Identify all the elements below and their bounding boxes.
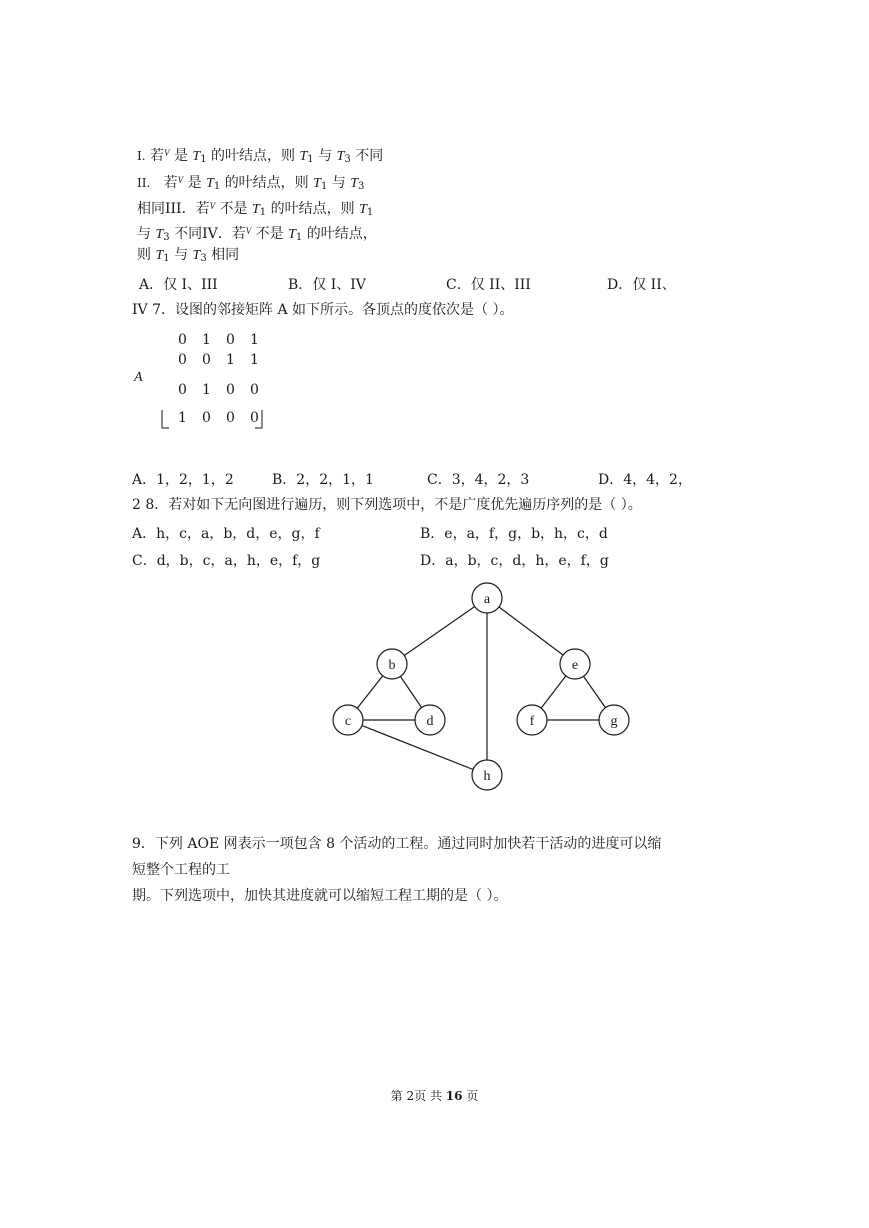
graph-node-c bbox=[333, 705, 363, 735]
q7-option-b: B．2，2，1，1 bbox=[272, 472, 374, 488]
matrix-row: 0 0 1 1 bbox=[178, 352, 259, 368]
q6-option-c: C．仅 II、III bbox=[446, 277, 531, 293]
graph-node-label: d bbox=[426, 714, 434, 729]
q8-question: 2 8．若对如下无向图进行遍历，则下列选项中，不是广度优先遍历序列的是（ ）。 bbox=[132, 497, 642, 513]
q6-option-a: A．仅 I、III bbox=[139, 277, 218, 293]
graph-edge-a-b bbox=[392, 598, 487, 664]
q7-option-d: D．4，4，2， bbox=[598, 472, 692, 488]
graph-node-label: a bbox=[483, 592, 491, 607]
graph-node-label: g bbox=[610, 714, 618, 729]
q9-line-2: 短整个工程的工 bbox=[132, 862, 230, 878]
graph-node-a bbox=[472, 583, 502, 613]
graph-node-label: f bbox=[529, 714, 535, 729]
graph-node-label: e bbox=[571, 658, 579, 673]
q7-option-a: A．1，2，1，2 bbox=[132, 472, 234, 488]
q6-statement-4: 与 $T_3$ 不同IV．若$^V$ 不是 $T_1$ 的叶结点， bbox=[137, 226, 377, 243]
q9-line-1: 9．下列 AOE 网表示一项包含 8 个活动的工程。通过同时加快若干活动的进度可以缩 bbox=[132, 836, 662, 852]
matrix-row: 1 0 0 0 bbox=[178, 410, 259, 426]
graph-node-label: c bbox=[344, 714, 352, 729]
graph-node-e bbox=[560, 649, 590, 679]
q6-statement-2: II. 若$^V$ 是 $T_1$ 的叶结点，则 $T_1$ 与 $T_3$ bbox=[137, 175, 365, 192]
q8-option-c: C．d，b，c，a，h，e，f，g bbox=[132, 553, 321, 569]
undirected-graph bbox=[300, 578, 660, 798]
graph-node-g bbox=[599, 705, 629, 735]
q9-line-3: 期。下列选项中，加快其进度就可以缩短工程工期的是（ ）。 bbox=[132, 888, 508, 904]
q6-option-b: B．仅 I、IV bbox=[288, 277, 366, 293]
q6-statement-1: I. 若$^V$ 是 $T_1$ 的叶结点，则 $T_1$ 与 $T_3$ 不同 bbox=[137, 148, 384, 165]
page-footer: 第 2页 共 16 页 bbox=[390, 1089, 479, 1103]
matrix-bracket-right bbox=[254, 410, 264, 430]
matrix-row: 0 1 0 0 bbox=[178, 382, 259, 398]
q6-statement-5: 则 $T_1$ 与 $T_3$ 相同 bbox=[137, 247, 240, 264]
graph-edge-a-e bbox=[487, 598, 575, 664]
matrix-bracket-left bbox=[160, 410, 170, 430]
q7-question: IV 7．设图的邻接矩阵 A 如下所示。各顶点的度依次是（ ）。 bbox=[132, 302, 514, 318]
graph-node-d bbox=[415, 705, 445, 735]
q8-option-b: B．e，a，f，g，b，h，c，d bbox=[420, 526, 608, 542]
graph-node-h bbox=[472, 760, 502, 790]
graph-node-label: h bbox=[483, 769, 491, 784]
graph-node-b bbox=[377, 649, 407, 679]
q8-option-d: D．a，b，c，d，h，e，f，g bbox=[420, 553, 609, 569]
q6-option-d: D．仅 II、 bbox=[607, 277, 676, 293]
q8-option-a: A．h，c，a，b，d，e，g，f bbox=[132, 526, 320, 542]
graph-node-label: b bbox=[388, 658, 396, 673]
q7-option-c: C．3，4，2，3 bbox=[427, 472, 530, 488]
adjacency-matrix bbox=[130, 330, 290, 440]
graph-node-f bbox=[517, 705, 547, 735]
q6-statement-3: 相同III．若$^V$ 不是 $T_1$ 的叶结点，则 $T_1$ bbox=[137, 201, 374, 218]
matrix-label: A bbox=[134, 370, 143, 385]
matrix-row: 0 1 0 1 bbox=[178, 332, 259, 348]
